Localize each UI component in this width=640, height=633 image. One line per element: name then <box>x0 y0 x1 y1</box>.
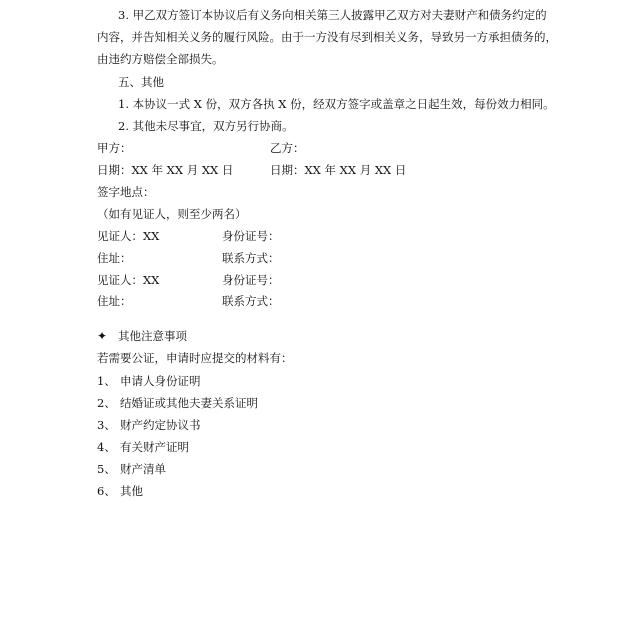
list-item: 财产清单 <box>120 462 166 476</box>
clause3-line1: 3. 甲乙双方签订本协议后有义务向相关第三人披露甲乙双方对夫妻财产和债务约定的 <box>118 8 547 22</box>
date-b: 日期：XX 年 XX 月 XX 日 <box>270 163 407 177</box>
witness1-contact: 联系方式： <box>222 251 280 265</box>
clause3-line3: 由违约方赔偿全部损失。 <box>97 52 224 66</box>
witness2-id: 身份证号： <box>222 273 280 287</box>
signing-place: 签字地点： <box>97 185 155 199</box>
witness2-contact: 联系方式： <box>222 294 280 308</box>
section5-item1: 1. 本协议一式 X 份，双方各执 X 份，经双方签字或盖章之日起生效，每份效力相同。 <box>118 97 555 111</box>
section5-heading: 五、其他 <box>118 75 164 89</box>
party-b-label: 乙方： <box>270 141 305 155</box>
cross-star-icon: ✦ <box>97 329 108 343</box>
list-item-number: 6、 <box>97 484 116 498</box>
notes-intro: 若需要公证，申请时应提交的材料有： <box>97 351 293 365</box>
date-a: 日期：XX 年 XX 月 XX 日 <box>97 163 234 177</box>
witness1-id: 身份证号： <box>222 229 280 243</box>
list-item: 有关财产证明 <box>120 440 189 454</box>
list-item: 财产约定协议书 <box>120 418 201 432</box>
clause3-line2: 内容，并告知相关义务的履行风险。由于一方没有尽到相关义务，导致另一方承担债务的， <box>97 30 557 44</box>
list-item: 其他 <box>120 484 143 498</box>
list-item-number: 5、 <box>97 462 116 476</box>
witness2-name: 见证人：XX <box>97 273 160 287</box>
list-item: 申请人身份证明 <box>120 374 201 388</box>
notes-title: 其他注意事项 <box>118 329 187 343</box>
party-a-label: 甲方： <box>97 141 132 155</box>
witness-note: （如有见证人，则至少两名） <box>97 207 247 221</box>
list-item-number: 4、 <box>97 440 116 454</box>
witness1-address: 住址： <box>97 251 132 265</box>
list-item: 结婚证或其他夫妻关系证明 <box>120 396 258 410</box>
witness1-name: 见证人：XX <box>97 229 160 243</box>
section5-item2: 2. 其他未尽事宜，双方另行协商。 <box>118 119 294 133</box>
list-item-number: 1、 <box>97 374 116 388</box>
list-item-number: 3、 <box>97 418 116 432</box>
witness2-address: 住址： <box>97 294 132 308</box>
list-item-number: 2、 <box>97 396 116 410</box>
